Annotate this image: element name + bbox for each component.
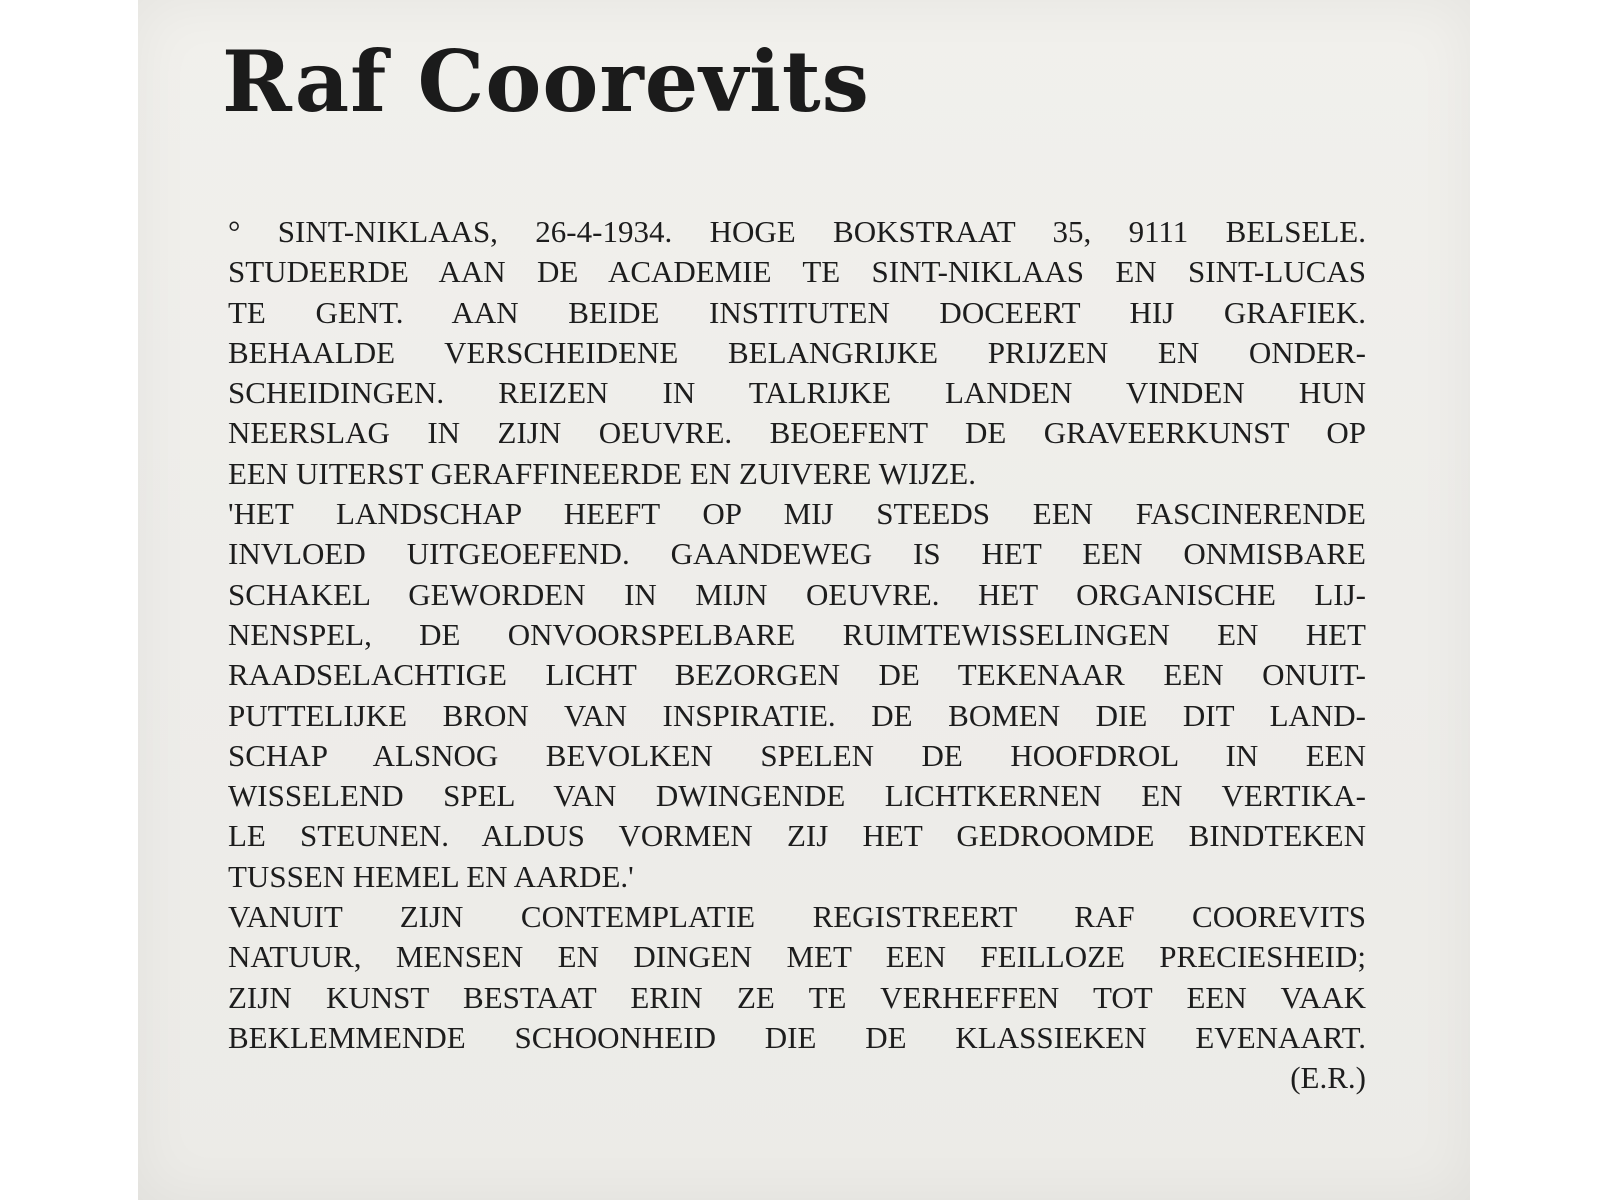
text-line: TUSSEN HEMEL EN AARDE.': [228, 858, 634, 894]
text-line: EEN UITERST GERAFFINEERDE EN ZUIVERE WIJZE.: [228, 455, 976, 491]
document-page: [138, 0, 1470, 1200]
text-line: TE GENT. AAN BEIDE INSTITUTEN DOCEERT HIJ GRAFIEK.: [228, 294, 1366, 330]
text-line: LE STEUNEN. ALDUS VORMEN ZIJ HET GEDROOMDE BINDTEKEN: [228, 818, 1366, 854]
text-line: BEHAALDE VERSCHEIDENE BELANGRIJKE PRIJZEN EN ONDER-: [228, 334, 1366, 370]
page-title: Raf Coorevits: [222, 32, 870, 131]
text-line: NEERSLAG IN ZIJN OEUVRE. BEOEFENT DE GRAVEERKUNST OP: [228, 415, 1366, 451]
text-line: PUTTELIJKE BRON VAN INSPIRATIE. DE BOMEN DIE DIT LAND-: [228, 697, 1366, 733]
text-line: RAADSELACHTIGE LICHT BEZORGEN DE TEKENAAR EEN ONUIT-: [228, 657, 1366, 693]
text-line: BEKLEMMENDE SCHOONHEID DIE DE KLASSIEKEN EVENAART.: [228, 1019, 1366, 1055]
text-line: SCHEIDINGEN. REIZEN IN TALRIJKE LANDEN VINDEN HUN: [228, 375, 1366, 411]
text-line: SCHAP ALSNOG BEVOLKEN SPELEN DE HOOFDROL IN EEN: [228, 737, 1366, 773]
text-line: ZIJN KUNST BESTAAT ERIN ZE TE VERHEFFEN TOT EEN VAAK: [228, 979, 1366, 1015]
text-line: INVLOED UITGEOEFEND. GAANDEWEG IS HET EEN ONMISBARE: [228, 536, 1366, 572]
text-line: SCHAKEL GEWORDEN IN MIJN OEUVRE. HET ORGANISCHE LIJ-: [228, 576, 1366, 612]
text-line: ° SINT-NIKLAAS, 26-4-1934. HOGE BOKSTRAAT 35, 9111 BELSELE.: [228, 214, 1366, 249]
text-line: NENSPEL, DE ONVOORSPELBARE RUIMTEWISSELINGEN EN HET: [228, 616, 1366, 652]
text-line: WISSELEND SPEL VAN DWINGENDE LICHTKERNEN EN VERTIKA-: [228, 778, 1366, 814]
author-signature: (E.R.): [1290, 1060, 1366, 1096]
text-line: 'HET LANDSCHAP HEEFT OP MIJ STEEDS EEN FASCINERENDE: [228, 496, 1366, 532]
text-line: VANUIT ZIJN CONTEMPLATIE REGISTREERT RAF COOREVITS: [228, 899, 1366, 935]
text-line: STUDEERDE AAN DE ACADEMIE TE SINT-NIKLAAS EN SINT-LUCAS: [228, 254, 1366, 290]
text-line: NATUUR, MENSEN EN DINGEN MET EEN FEILLOZE PRECIESHEID;: [228, 939, 1366, 975]
biography-text: [228, 212, 1366, 1099]
